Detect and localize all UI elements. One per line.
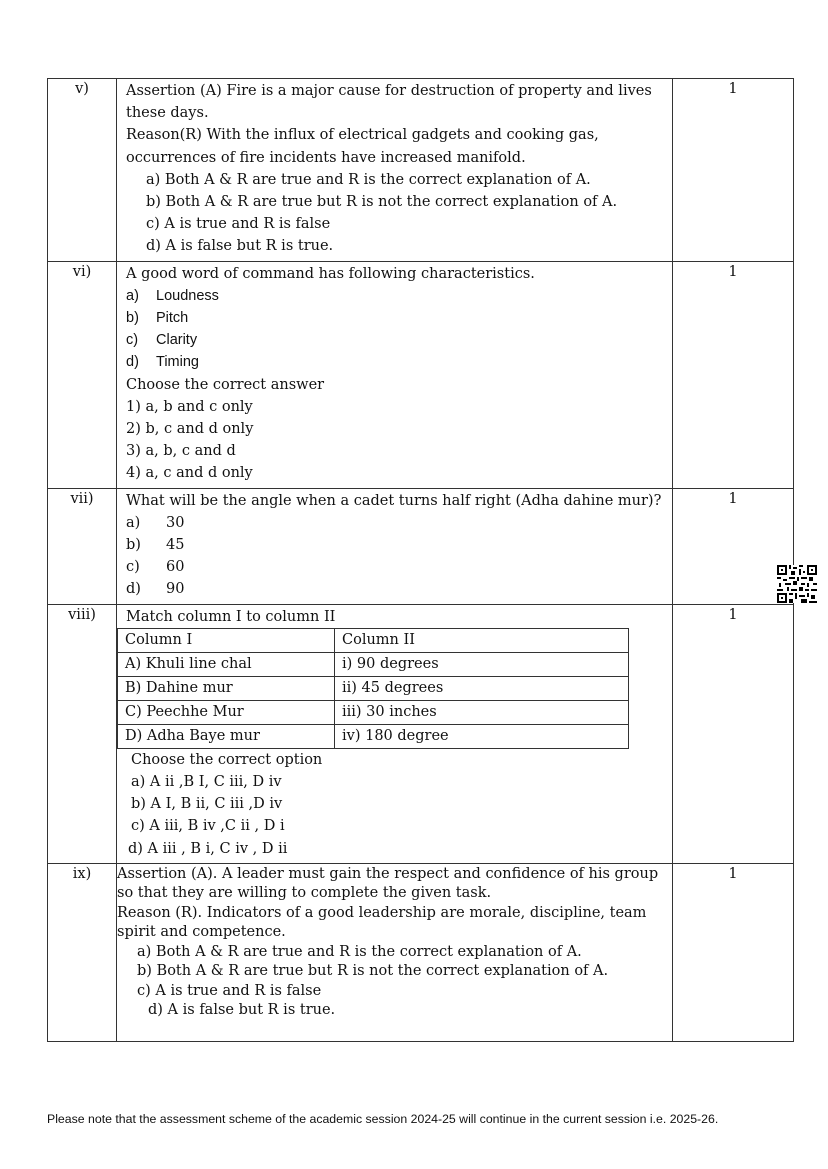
option-c: c) A is true and R is false: [146, 216, 331, 233]
qr-code-icon: [777, 565, 817, 603]
match-table: [117, 628, 629, 749]
characteristic-item: [126, 351, 664, 373]
match-row: [118, 652, 629, 676]
answer-option: 4) a, c and d only: [126, 465, 253, 482]
option-text: 45: [166, 537, 185, 554]
questions-table: [47, 78, 794, 1042]
question-body: [117, 863, 673, 1041]
question-stem: What will be the angle when a cadet turns half right (Adha dahine mur)?: [126, 492, 662, 509]
option-text: 60: [166, 559, 185, 576]
option-text: 30: [166, 514, 185, 531]
question-body: [117, 604, 673, 863]
option-label: c): [126, 559, 140, 576]
assertion-text: Assertion (A). A leader must gain the respect and confidence of his group so that they are willing to complete the given task.: [117, 865, 659, 902]
option-label: a): [126, 514, 141, 531]
answer-option: b) A I, B ii, C iii ,D iv: [131, 796, 283, 813]
characteristic-item: [126, 329, 664, 351]
option-b: b) Both A & R are true but R is not the correct explanation of A.: [137, 963, 609, 980]
match-row: [118, 724, 629, 748]
option-label: b): [126, 537, 141, 554]
match-row: [118, 700, 629, 724]
reason-text: Reason(R) With the influx of electrical gadgets and cooking gas, occurrences of fire incidents have increased manifold.: [126, 127, 599, 166]
match-header-row: [118, 628, 629, 652]
answer-option: d) A iii , B i, C iv , D ii: [128, 840, 288, 857]
match-cell: D) Adha Baye mur: [118, 724, 335, 748]
question-body: [117, 261, 673, 488]
item-label: d): [126, 354, 139, 371]
characteristic-item: [126, 307, 664, 329]
item-text: Clarity: [156, 332, 198, 349]
question-row-viii: [48, 604, 794, 863]
answer-option: 1) a, b and c only: [126, 398, 253, 415]
option-label: d): [126, 581, 141, 598]
match-row: [118, 676, 629, 700]
answer-option: 3) a, b, c and d: [126, 443, 236, 460]
question-body: [117, 488, 673, 604]
question-number: ix): [48, 863, 117, 1041]
column-header: Column I: [118, 628, 335, 652]
answer-option: c) A iii, B iv ,C ii , D i: [131, 818, 285, 835]
match-cell: iv) 180 degree: [335, 724, 629, 748]
item-label: a): [126, 287, 139, 304]
assertion-text: Assertion (A) Fire is a major cause for destruction of property and lives these days.: [126, 83, 652, 122]
angle-option: [126, 534, 664, 556]
question-row-ix: [48, 863, 794, 1041]
footer-note: Please note that the assessment scheme of the academic session 2024-25 will continue in the current session i.e. 2025-26.: [47, 1112, 719, 1126]
answer-option: 2) b, c and d only: [126, 421, 254, 438]
marks-cell: 1: [673, 79, 794, 262]
option-d: d) A is false but R is true.: [146, 238, 334, 255]
item-text: Pitch: [156, 310, 189, 327]
reason-text: Reason (R). Indicators of a good leadership are morale, discipline, team spirit and competence.: [117, 904, 647, 941]
column-header: Column II: [335, 628, 629, 652]
match-cell: i) 90 degrees: [335, 652, 629, 676]
question-row-vi: [48, 261, 794, 488]
angle-option: [126, 512, 664, 534]
marks-cell: 1: [673, 261, 794, 488]
option-b: b) Both A & R are true but R is not the correct explanation of A.: [146, 194, 618, 211]
question-number: vi): [48, 261, 117, 488]
option-d: d) A is false but R is true.: [148, 1002, 336, 1019]
option-a: a) Both A & R are true and R is the correct explanation of A.: [137, 943, 582, 960]
question-number: viii): [48, 604, 117, 863]
angle-option: [126, 578, 664, 600]
option-a: a) Both A & R are true and R is the correct explanation of A.: [146, 171, 591, 188]
match-cell: B) Dahine mur: [118, 676, 335, 700]
question-row-v: [48, 79, 794, 262]
item-text: Loudness: [156, 287, 219, 304]
item-text: Timing: [156, 354, 199, 371]
question-number: vii): [48, 488, 117, 604]
angle-option: [126, 556, 664, 578]
marks-cell: 1: [673, 604, 794, 863]
question-body: [117, 79, 673, 262]
item-label: b): [126, 310, 139, 327]
match-cell: ii) 45 degrees: [335, 676, 629, 700]
match-cell: A) Khuli line chal: [118, 652, 335, 676]
option-c: c) A is true and R is false: [137, 982, 322, 999]
match-cell: iii) 30 inches: [335, 700, 629, 724]
match-cell: C) Peechhe Mur: [118, 700, 335, 724]
question-row-vii: [48, 488, 794, 604]
marks-cell: 1: [673, 863, 794, 1041]
answer-prompt: Choose the correct answer: [126, 376, 325, 393]
answer-prompt: Choose the correct option: [131, 751, 323, 768]
answer-option: a) A ii ,B I, C iii, D iv: [131, 774, 282, 791]
marks-cell: 1: [673, 488, 794, 604]
question-stem: A good word of command has following characteristics.: [126, 265, 535, 282]
item-label: c): [126, 332, 139, 349]
characteristic-item: [126, 285, 664, 307]
option-text: 90: [166, 581, 185, 598]
question-number: v): [48, 79, 117, 262]
question-stem: Match column I to column II: [126, 608, 336, 625]
